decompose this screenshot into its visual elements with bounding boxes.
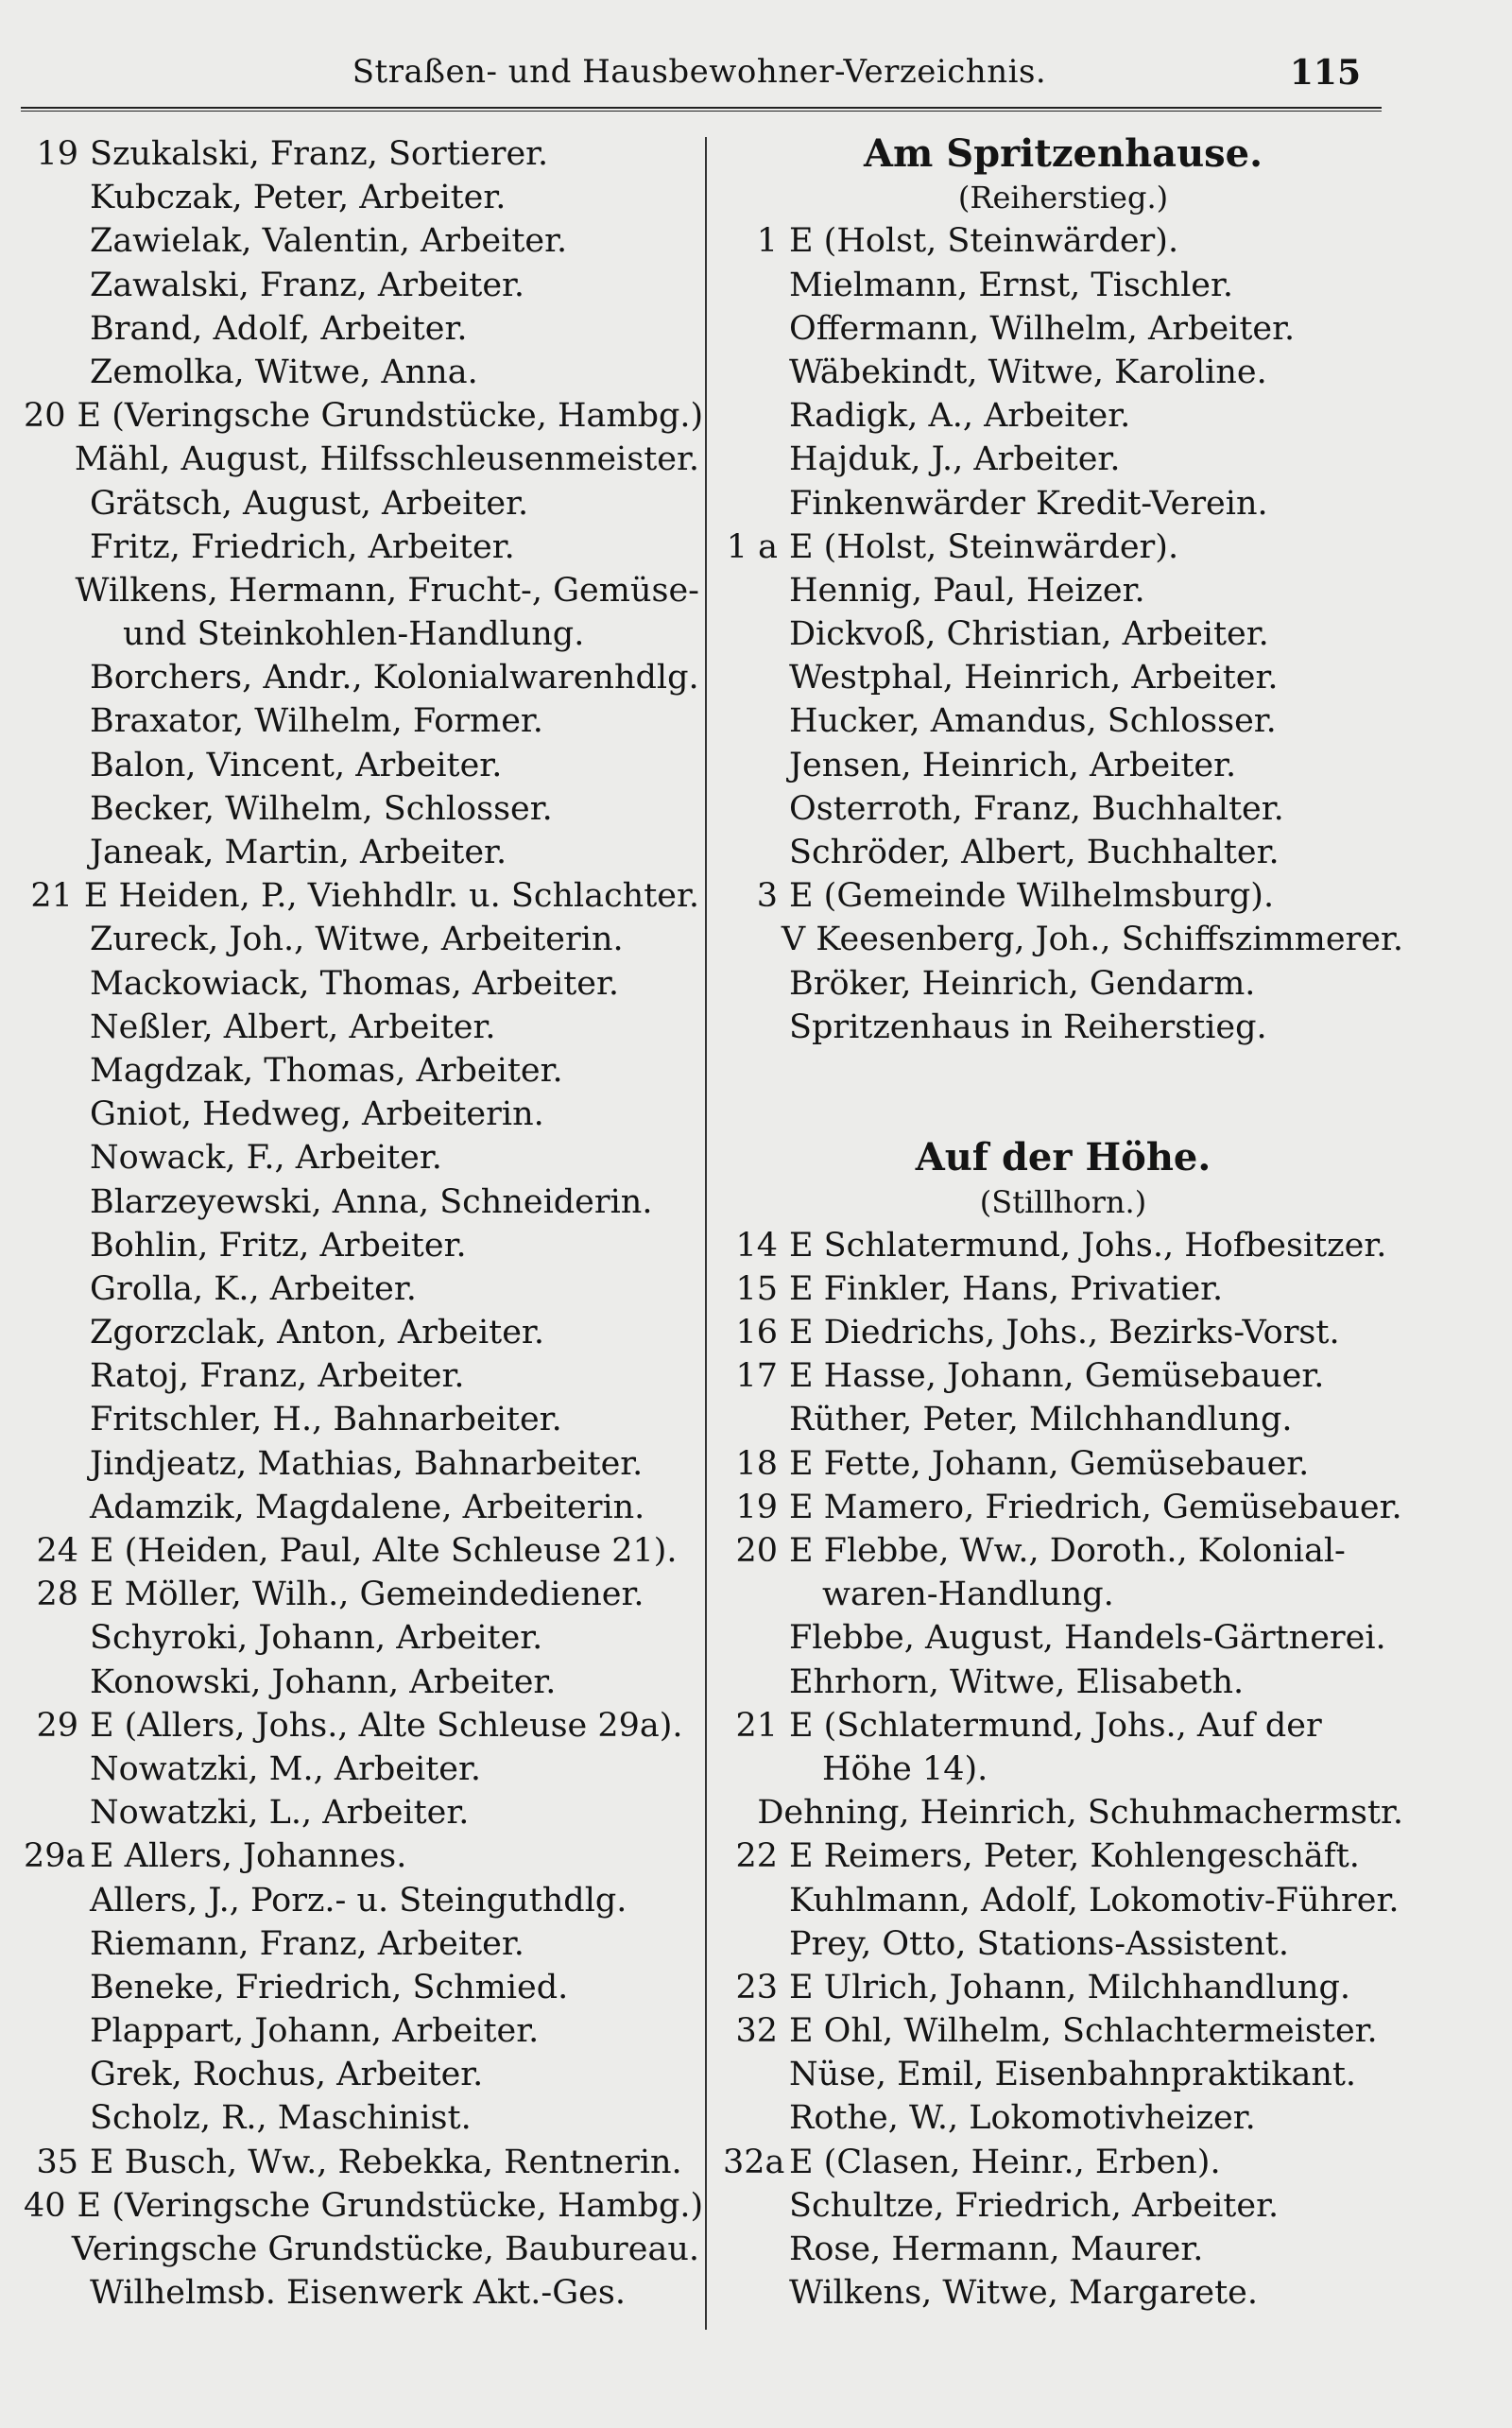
house-number [24, 219, 90, 263]
resident-text: Zemolka, Witwe, Anna. [90, 353, 478, 391]
house-number [24, 264, 90, 307]
house-number [24, 2271, 90, 2315]
resident-text: Nüse, Emil, Eisenbahnpraktikant. [789, 2056, 1357, 2094]
house-number [723, 962, 789, 1006]
directory-entry [24, 1486, 699, 1529]
page-header [19, 45, 1380, 102]
house-number: 19 [36, 135, 78, 173]
house-number [723, 2053, 789, 2096]
street-spacer [723, 1093, 1403, 1136]
resident-text: E Allers, Johannes. [90, 1837, 407, 1876]
running-title: Straßen- und Hausbewohner-Verzeichnis. [352, 53, 1047, 91]
directory-entry [723, 264, 1403, 307]
resident-text: E Schlatermund, Johs., Hofbesitzer. [789, 1226, 1387, 1265]
directory-entry [723, 744, 1403, 787]
house-number [723, 699, 789, 743]
resident-text: E Möller, Wilh., Gemeindediener. [90, 1576, 644, 1614]
house-number [24, 2096, 90, 2140]
house-number: 29a [24, 1837, 86, 1876]
directory-entry [24, 1442, 699, 1486]
resident-text: V Keesenberg, Joh., Schiffszimmerer. [781, 921, 1403, 959]
directory-entry [24, 482, 699, 525]
resident-text: Schröder, Albert, Buchhalter. [789, 834, 1280, 871]
resident-text: E Fette, Johann, Gemüsebauer. [789, 1444, 1310, 1483]
directory-entry [723, 787, 1403, 831]
directory-entry [723, 699, 1403, 743]
house-number [24, 744, 90, 787]
directory-entry [24, 1661, 699, 1704]
directory-entry [24, 1529, 699, 1573]
house-number: 16 [735, 1314, 778, 1352]
house-number [723, 1748, 789, 1791]
house-number: 14 [735, 1226, 778, 1265]
house-number [24, 2228, 72, 2271]
resident-text: Schyroki, Johann, Arbeiter. [90, 1619, 543, 1658]
house-number: 32a [723, 2143, 785, 2181]
resident-text: E Reimers, Peter, Kohlengeschäft. [789, 1837, 1360, 1876]
house-number [24, 1616, 90, 1660]
house-number [24, 612, 90, 656]
directory-entry [723, 831, 1403, 874]
resident-text: Zgorzclak, Anton, Arbeiter. [90, 1314, 544, 1352]
house-number [24, 1049, 90, 1093]
directory-entry [24, 787, 699, 831]
resident-text: Wilhelmsb. Eisenwerk Akt.-Ges. [90, 2274, 626, 2313]
directory-entry [723, 1616, 1403, 1660]
directory-entry [723, 2096, 1403, 2140]
directory-entry [24, 176, 699, 219]
house-number [723, 351, 789, 394]
house-number: 18 [735, 1444, 778, 1483]
resident-text: Borchers, Andr., Kolonialwarenhdlg. [90, 659, 699, 697]
house-number [723, 2271, 789, 2315]
directory-entry [24, 1180, 699, 1224]
house-number [723, 787, 789, 831]
street-heading: Am Spritzenhause. [863, 131, 1263, 176]
resident-text: Nowack, F., Arbeiter. [90, 1139, 442, 1178]
directory-entry [24, 307, 699, 351]
resident-text: Plappart, Johann, Arbeiter. [90, 2012, 540, 2051]
house-number: 17 [735, 1357, 778, 1396]
directory-entry [24, 1267, 699, 1311]
resident-text: E (Heiden, Paul, Alte Schleuse 21). [90, 1532, 678, 1570]
house-number [723, 1791, 757, 1834]
directory-entry [723, 1354, 1403, 1398]
page-number: 115 [1289, 53, 1361, 93]
resident-text: Rothe, W., Lokomotivheizer. [789, 2099, 1256, 2138]
house-number [24, 962, 90, 1006]
resident-text: Wilkens, Hermann, Frucht-, Gemüse- [75, 571, 699, 610]
resident-text: E (Veringsche Grundstücke, Hambg.) [77, 2186, 704, 2225]
house-number [24, 1224, 90, 1267]
resident-text: Spritzenhaus in Reiherstieg. [789, 1007, 1267, 1046]
house-number [24, 1093, 90, 1136]
resident-text: Kubczak, Peter, Arbeiter. [90, 179, 507, 217]
house-number [24, 351, 90, 394]
header-rule [21, 107, 1382, 112]
resident-text: Beneke, Friedrich, Schmied. [90, 1968, 569, 2006]
house-number [24, 1311, 90, 1354]
house-number [24, 1791, 90, 1834]
house-number: 20 [735, 1532, 778, 1570]
directory-entry [723, 525, 1403, 569]
house-number: 20 [24, 397, 66, 436]
resident-text: Wilkens, Witwe, Margarete. [789, 2274, 1259, 2313]
directory-entry [24, 1354, 699, 1398]
resident-text: Ratoj, Franz, Arbeiter. [90, 1357, 465, 1396]
house-number: 24 [36, 1532, 78, 1570]
house-number [24, 1180, 90, 1224]
directory-entry [24, 2184, 704, 2228]
resident-text: Kuhlmann, Adolf, Lokomotiv-Führer. [789, 1881, 1400, 1920]
directory-entry [24, 2271, 699, 2315]
house-number [24, 1661, 90, 1704]
resident-text: Höhe 14). [822, 1749, 988, 1788]
directory-entry [24, 2228, 699, 2271]
directory-entry [723, 2184, 1403, 2228]
resident-text: Dickvoß, Christian, Arbeiter. [789, 615, 1269, 654]
directory-entry [723, 219, 1403, 263]
directory-entry [723, 394, 1403, 438]
house-number [24, 438, 75, 481]
house-number [24, 918, 90, 961]
directory-entry [723, 1573, 1403, 1616]
house-number [723, 831, 789, 874]
directory-entry [723, 307, 1403, 351]
directory-entry [24, 1224, 699, 1267]
directory-entry [24, 1791, 699, 1834]
resident-text: Magdzak, Thomas, Arbeiter. [90, 1051, 563, 1090]
resident-text: E (Allers, Johs., Alte Schleuse 29a). [90, 1706, 683, 1745]
directory-entry [723, 2271, 1403, 2315]
street-heading: Auf der Höhe. [915, 1135, 1211, 1180]
left-column [24, 132, 704, 2315]
resident-text: Flebbe, August, Handels-Gärtnerei. [789, 1619, 1386, 1658]
directory-entry [723, 2141, 1403, 2184]
directory-entry [24, 132, 699, 176]
directory-entry [24, 2141, 699, 2184]
resident-text: E (Gemeinde Wilhelmsburg). [789, 877, 1275, 916]
directory-entry [24, 394, 704, 438]
directory-entry [723, 2009, 1403, 2053]
street-subheading: (Reiherstieg.) [957, 180, 1169, 216]
directory-entry [723, 1704, 1403, 1748]
resident-text: E Busch, Ww., Rebekka, Rentnerin. [90, 2143, 682, 2181]
resident-text: E Flebbe, Ww., Doroth., Kolonial- [789, 1532, 1346, 1570]
directory-entry [24, 1879, 699, 1922]
directory-entry [723, 438, 1403, 481]
house-number [24, 1267, 90, 1311]
house-number [24, 525, 90, 569]
resident-text: Neßler, Albert, Arbeiter. [90, 1007, 496, 1046]
house-number: 1 a [726, 527, 778, 566]
resident-text: Allers, J., Porz.- u. Steinguthdlg. [90, 1881, 627, 1920]
house-number [723, 1922, 789, 1966]
directory-entry [24, 2009, 699, 2053]
resident-text: Hajduk, J., Arbeiter. [789, 440, 1121, 479]
resident-text: Grolla, K., Arbeiter. [90, 1269, 417, 1308]
house-number [723, 2096, 789, 2140]
directory-entry [24, 1966, 699, 2009]
directory-entry [24, 1748, 699, 1791]
directory-entry [723, 1398, 1403, 1441]
house-number: 28 [36, 1576, 78, 1614]
directory-entry [24, 525, 699, 569]
house-number: 40 [24, 2186, 66, 2225]
resident-text: Brand, Adolf, Arbeiter. [90, 309, 468, 348]
resident-text: Wäbekindt, Witwe, Karoline. [789, 353, 1267, 391]
directory-entry [723, 1966, 1403, 2009]
house-number [723, 744, 789, 787]
directory-entry [723, 2228, 1403, 2271]
house-number: 22 [735, 1837, 778, 1876]
house-number: 29 [36, 1706, 78, 1745]
resident-text: E Heiden, P., Viehhdlr. u. Schlachter. [83, 877, 699, 916]
directory-entry [24, 962, 699, 1006]
house-number [24, 307, 90, 351]
right-column [723, 132, 1403, 2315]
directory-entry [24, 612, 699, 656]
resident-text: Adamzik, Magdalene, Arbeiterin. [90, 1488, 645, 1526]
resident-text: Hucker, Amandus, Schlosser. [789, 702, 1277, 741]
house-number [723, 2184, 789, 2228]
house-number [723, 1006, 789, 1049]
directory-entry [723, 482, 1403, 525]
house-number [723, 1398, 789, 1441]
house-number [24, 787, 90, 831]
resident-text: Mielmann, Ernst, Tischler. [789, 266, 1233, 304]
resident-text: Fritschler, H., Bahnarbeiter. [90, 1401, 562, 1439]
directory-entry [723, 1529, 1403, 1573]
resident-text: Zawielak, Valentin, Arbeiter. [90, 222, 568, 261]
directory-entry [723, 1006, 1403, 1049]
house-number [723, 264, 789, 307]
house-number [723, 918, 782, 961]
directory-entry [24, 2096, 699, 2140]
house-number [24, 1879, 90, 1922]
resident-text: Schultze, Friedrich, Arbeiter. [789, 2186, 1280, 2225]
directory-entry [24, 918, 699, 961]
resident-text: Braxator, Wilhelm, Former. [90, 702, 543, 741]
resident-text: Nowatzki, L., Arbeiter. [90, 1794, 470, 1833]
resident-text: Janeak, Martin, Arbeiter. [90, 834, 507, 871]
directory-entry [24, 1006, 699, 1049]
resident-text: Zawalski, Franz, Arbeiter. [90, 266, 525, 304]
resident-text: Rose, Hermann, Maurer. [789, 2230, 1204, 2268]
house-number [723, 612, 789, 656]
resident-text: Grätsch, August, Arbeiter. [90, 484, 529, 523]
house-number [24, 1486, 90, 1529]
directory-entry [723, 612, 1403, 656]
resident-text: Radigk, A., Arbeiter. [789, 397, 1131, 436]
directory-entry [24, 2053, 699, 2096]
directory-entry [723, 918, 1403, 961]
house-number [24, 1922, 90, 1966]
directory-entry [24, 831, 699, 874]
resident-text: Balon, Vincent, Arbeiter. [90, 746, 503, 784]
resident-text: E Diedrichs, Johs., Bezirks-Vorst. [789, 1314, 1340, 1352]
house-number [723, 482, 789, 525]
resident-text: Szukalski, Franz, Sortierer. [90, 135, 549, 173]
house-number [24, 1398, 90, 1441]
resident-text: E Hasse, Johann, Gemüsebauer. [789, 1357, 1325, 1396]
resident-text: Mackowiack, Thomas, Arbeiter. [90, 964, 619, 1003]
house-number [24, 831, 90, 874]
directory-entry [24, 438, 699, 481]
resident-text: Prey, Otto, Stations-Assistent. [789, 1924, 1289, 1963]
directory-entry [24, 1311, 699, 1354]
house-number [24, 482, 90, 525]
house-number [24, 176, 90, 219]
house-number [723, 656, 789, 699]
resident-text: Offermann, Wilhelm, Arbeiter. [789, 309, 1296, 348]
resident-text: E (Veringsche Grundstücke, Hambg.) [77, 397, 704, 436]
resident-text: E (Holst, Steinwärder). [789, 527, 1179, 566]
house-number [24, 699, 90, 743]
resident-text: Mähl, August, Hilfsschleusenmeister. [74, 440, 699, 479]
house-number [24, 1006, 90, 1049]
resident-text: Westphal, Heinrich, Arbeiter. [789, 659, 1279, 697]
resident-text: und Steinkohlen-Handlung. [123, 615, 585, 654]
house-number [723, 394, 789, 438]
house-number [723, 1661, 789, 1704]
resident-text: E (Holst, Steinwärder). [789, 222, 1179, 261]
resident-text: E Ohl, Wilhelm, Schlachtermeister. [789, 2012, 1378, 2051]
directory-entry [24, 351, 699, 394]
house-number: 21 [30, 877, 73, 916]
directory-entry [723, 1267, 1403, 1311]
resident-text: Nowatzki, M., Arbeiter. [90, 1749, 482, 1788]
resident-text: Riemann, Franz, Arbeiter. [90, 1924, 524, 1963]
resident-text: Veringsche Grundstücke, Baubureau. [71, 2230, 699, 2268]
resident-text: Bröker, Heinrich, Gendarm. [789, 964, 1256, 1003]
house-number [24, 1748, 90, 1791]
column-divider [705, 137, 707, 2330]
resident-text: E (Schlatermund, Johs., Auf der [789, 1706, 1322, 1745]
directory-entry [24, 1573, 699, 1616]
directory-entry [24, 744, 699, 787]
directory-entry [24, 874, 699, 918]
resident-text: Ehrhorn, Witwe, Elisabeth. [789, 1662, 1245, 1701]
house-number [723, 438, 789, 481]
street-subheading: (Stillhorn.) [979, 1183, 1147, 1220]
directory-entry [723, 1748, 1403, 1791]
directory-entry [723, 1224, 1403, 1267]
directory-entry [723, 1311, 1403, 1354]
house-number [24, 569, 75, 612]
resident-text: E (Clasen, Heinr., Erben). [789, 2143, 1221, 2181]
directory-entry [24, 1616, 699, 1660]
resident-text: Dehning, Heinrich, Schuhmachermstr. [757, 1794, 1403, 1833]
directory-entry [24, 1398, 699, 1441]
house-number [723, 1879, 789, 1922]
resident-text: Hennig, Paul, Heizer. [789, 571, 1145, 610]
resident-text: E Mamero, Friedrich, Gemüsebauer. [789, 1488, 1402, 1526]
directory-entry [24, 1093, 699, 1136]
house-number: 1 [756, 222, 778, 261]
resident-text: Blarzeyewski, Anna, Schneiderin. [90, 1182, 653, 1221]
house-number [723, 1616, 789, 1660]
house-number [723, 1573, 789, 1616]
house-number [723, 569, 789, 612]
directory-entry [723, 656, 1403, 699]
house-number [723, 2228, 789, 2271]
directory-entry [723, 1791, 1403, 1834]
directory-entry [24, 1922, 699, 1966]
house-number [24, 1136, 90, 1180]
resident-text: Fritz, Friedrich, Arbeiter. [90, 527, 515, 566]
directory-entry [723, 874, 1403, 918]
directory-entry [24, 219, 699, 263]
resident-text: E Finkler, Hans, Privatier. [789, 1269, 1224, 1308]
directory-entry [723, 1834, 1403, 1878]
directory-entry [723, 1879, 1403, 1922]
resident-text: Grek, Rochus, Arbeiter. [90, 2056, 484, 2094]
directory-entry [723, 2053, 1403, 2096]
directory-entry [723, 962, 1403, 1006]
directory-entry [24, 569, 699, 612]
directory-entry [723, 1486, 1403, 1529]
directory-entry [24, 656, 699, 699]
street-spacer [723, 1049, 1403, 1093]
house-number: 15 [735, 1269, 778, 1308]
house-number: 21 [735, 1706, 778, 1745]
directory-entry [24, 699, 699, 743]
resident-text: Finkenwärder Kredit-Verein. [789, 484, 1268, 523]
resident-text: Becker, Wilhelm, Schlosser. [90, 789, 553, 828]
resident-text: waren-Handlung. [822, 1576, 1114, 1614]
directory-entry [723, 1922, 1403, 1966]
directory-entry [723, 351, 1403, 394]
resident-text: Scholz, R., Maschinist. [90, 2099, 472, 2138]
directory-entry [723, 1442, 1403, 1486]
house-number: 19 [735, 1488, 778, 1526]
house-number [24, 1442, 90, 1486]
directory-entry [24, 264, 699, 307]
house-number: 35 [36, 2143, 78, 2181]
house-number: 23 [735, 1968, 778, 2006]
resident-text: Konowski, Johann, Arbeiter. [90, 1662, 557, 1701]
resident-text: Jindjeatz, Mathias, Bahnarbeiter. [90, 1444, 644, 1483]
resident-text: E Ulrich, Johann, Milchhandlung. [789, 1968, 1351, 2006]
house-number [723, 307, 789, 351]
house-number [24, 1966, 90, 2009]
resident-text: Osterroth, Franz, Buchhalter. [789, 789, 1284, 828]
resident-text: Rüther, Peter, Milchhandlung. [789, 1401, 1293, 1439]
directory-entry [723, 569, 1403, 612]
resident-text: Zureck, Joh., Witwe, Arbeiterin. [90, 921, 624, 959]
resident-text: Gniot, Hedweg, Arbeiterin. [90, 1095, 544, 1134]
house-number [24, 1354, 90, 1398]
house-number [24, 2009, 90, 2053]
directory-entry [24, 1136, 699, 1180]
directory-entry [24, 1704, 699, 1748]
directory-entry [24, 1049, 699, 1093]
resident-text: Bohlin, Fritz, Arbeiter. [90, 1226, 467, 1265]
house-number [24, 656, 90, 699]
resident-text: Jensen, Heinrich, Arbeiter. [789, 746, 1237, 784]
house-number [24, 2053, 90, 2096]
directory-entry [723, 1661, 1403, 1704]
directory-entry [24, 1834, 699, 1878]
house-number: 3 [756, 877, 778, 916]
house-number: 32 [735, 2012, 778, 2051]
